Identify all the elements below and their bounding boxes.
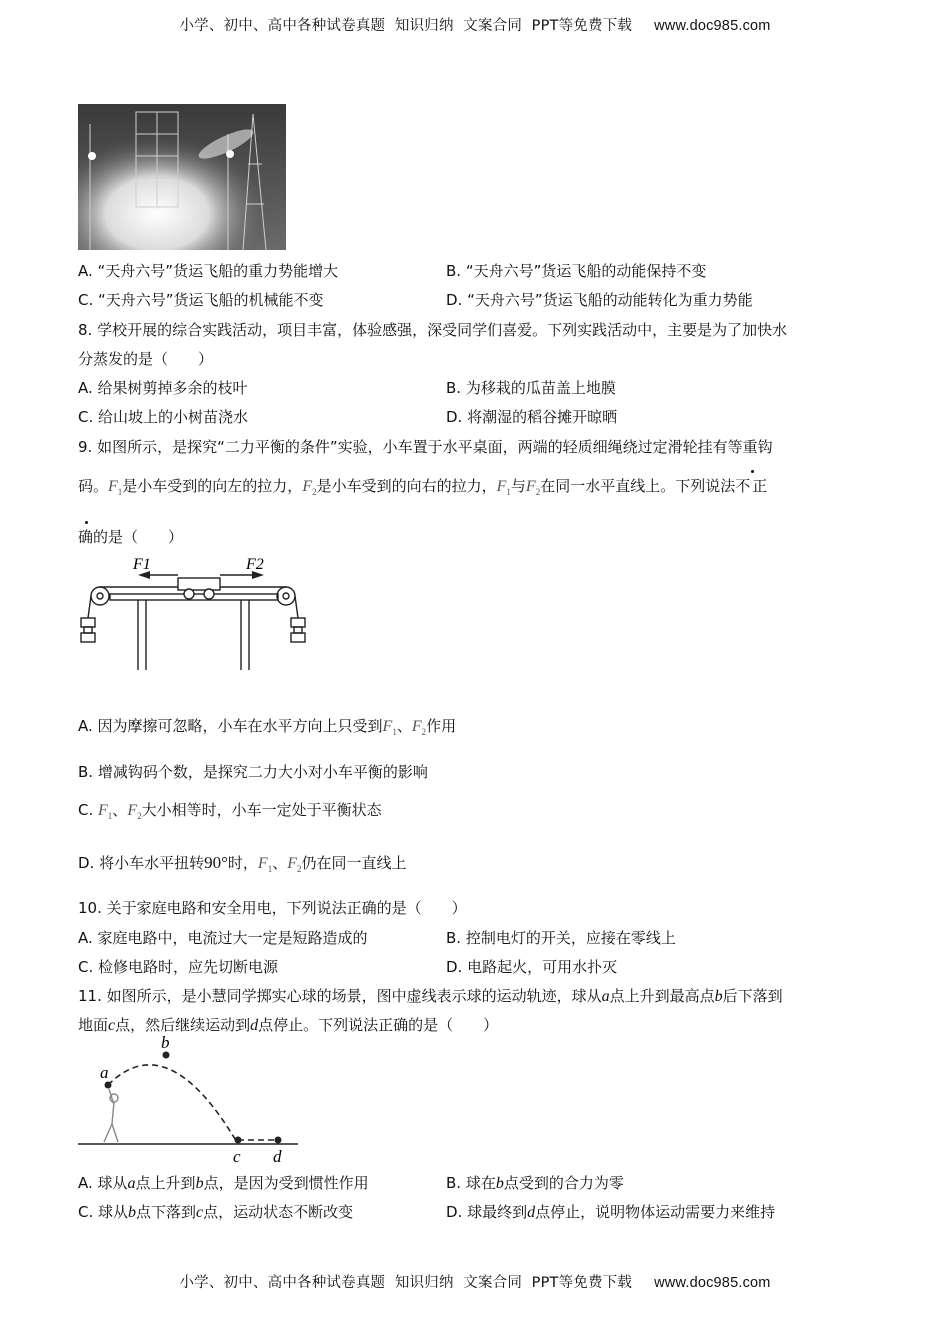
q10-option-a[interactable]: A. 家庭电路中，电流过大一定是短路造成的 <box>78 929 368 947</box>
f1-label: F1 <box>133 556 151 573</box>
q9-option-c-text: 、 <box>112 801 128 819</box>
q9-f2-symbol: $F_2$ <box>302 478 317 498</box>
point-b-symbol: b <box>128 1204 137 1221</box>
q11-option-b[interactable] <box>446 1173 624 1194</box>
q11-option-text: 点下落到 <box>136 1203 197 1221</box>
point-c-symbol: c <box>196 1204 204 1221</box>
q11-option-text: 点上升到 <box>135 1174 196 1192</box>
label-c: c <box>233 1147 241 1166</box>
q9-option-a-text: A. 因为摩擦可忽略，小车在水平方向上只受到 <box>78 717 383 735</box>
point-b-symbol: b <box>195 1175 204 1192</box>
q9-option-a-text: 作用 <box>426 717 457 735</box>
q10-option-c[interactable]: C. 检修电路时，应先切断电源 <box>78 958 279 976</box>
q9-text: 是小车受到的向右的拉力， <box>316 477 497 495</box>
q11-option-text: 点，运动状态不断改变 <box>203 1203 354 1221</box>
q11-text: 地面 <box>78 1016 109 1034</box>
point-b-symbol: b <box>495 1175 504 1192</box>
q7-option-d[interactable]: D. “天舟六号”货运飞船的动能转化为重力势能 <box>446 291 753 309</box>
q10-option-d[interactable]: D. 电路起火，可用水扑灭 <box>446 958 618 976</box>
q11-option-a[interactable] <box>78 1173 369 1194</box>
ball-point-d <box>275 1137 282 1144</box>
q9-option-b[interactable]: B. 增减钩码个数，是探究二力大小对小车平衡的影响 <box>78 763 428 781</box>
page-footer <box>0 1271 950 1292</box>
q11-stem-line1 <box>78 986 783 1007</box>
rocket-launch-photo <box>78 104 286 250</box>
q9-f1-symbol: $F_1$ <box>496 478 511 498</box>
q8-option-d[interactable]: D. 将潮湿的稻谷摊开晾晒 <box>446 408 618 426</box>
q11-option-text: B. 球在 <box>446 1174 496 1192</box>
q11-option-text: C. 球从 <box>78 1203 129 1221</box>
footer-site-link[interactable]: www.doc985.com <box>654 1275 771 1291</box>
q9-option-a-text: 、 <box>396 717 412 735</box>
q7-option-c[interactable]: C. “天舟六号”货运飞船的机械能不变 <box>78 291 324 309</box>
q11-text: 点，然后继续运动到 <box>115 1016 251 1034</box>
ball-point-c <box>235 1137 242 1144</box>
point-a-symbol: a <box>601 988 610 1005</box>
ball-point-a <box>105 1082 112 1089</box>
header-text: 小学、初中、高中各种试卷真题 知识归纳 文案合同 PPT等免费下载 <box>179 18 633 34</box>
q9-option-d-text: 时， <box>227 854 258 872</box>
q9-emphasis-text: 确 <box>78 528 94 546</box>
point-c-symbol: c <box>108 1017 116 1034</box>
header-site-link[interactable]: www.doc985.com <box>654 18 771 34</box>
q9-emphasis-text: 不正 <box>735 477 770 495</box>
q9-option-d-text: 、 <box>272 854 288 872</box>
point-d-symbol: d <box>527 1204 536 1221</box>
q10-stem: 10. 关于家庭电路和安全用电，下列说法正确的是（ ） <box>78 899 467 917</box>
q9-two-force-balance-diagram <box>78 556 308 676</box>
q8-option-c[interactable]: C. 给山坡上的小树苗浇水 <box>78 408 249 426</box>
point-a-symbol: a <box>127 1175 136 1192</box>
q11-ball-trajectory-diagram <box>78 1033 303 1166</box>
q9-text: 是小车受到的向左的拉力， <box>122 477 303 495</box>
q9-f2-symbol: $F_2$ <box>287 855 302 875</box>
q8-stem-line2: 分蒸发的是（ ） <box>78 350 214 368</box>
label-a: a <box>100 1063 109 1082</box>
q9-text: 码。 <box>78 477 109 495</box>
q11-option-text: 点受到的合力为零 <box>503 1174 624 1192</box>
q8-option-b[interactable]: B. 为移栽的瓜苗盖上地膜 <box>446 379 616 397</box>
thrower-figure <box>104 1089 118 1142</box>
f2-label: F2 <box>246 556 264 573</box>
q9-f2-symbol: $F_2$ <box>127 802 142 822</box>
footer-text: 小学、初中、高中各种试卷真题 知识归纳 文案合同 PPT等免费下载 <box>179 1275 633 1291</box>
point-b-symbol: b <box>714 988 723 1005</box>
q8-stem-line1: 8. 学校开展的综合实践活动，项目丰富，体验感强，深受同学们喜爱。下列实践活动中，主要是为了加快水 <box>78 321 788 339</box>
q9-stem-line1: 9. 如图所示，是探究“二力平衡的条件”实验，小车置于水平桌面，两端的轻质细绳绕过定滑轮挂有等重钩 <box>78 438 773 456</box>
q9-text: 在同一水平直线上。下列说法 <box>540 477 736 495</box>
q11-text: 点停止。下列说法正确的是（ ） <box>258 1016 499 1034</box>
q9-option-c[interactable] <box>78 800 382 826</box>
q11-option-text: A. 球从 <box>78 1174 128 1192</box>
q9-option-d[interactable] <box>78 853 407 879</box>
q11-option-text: D. 球最终到 <box>446 1203 528 1221</box>
q9-f1-symbol: $F_1$ <box>382 718 397 738</box>
q9-option-d-text: 仍在同一直线上 <box>301 854 407 872</box>
q11-stem-line2 <box>78 1015 498 1036</box>
q10-option-b[interactable]: B. 控制电灯的开关，应接在零线上 <box>446 929 676 947</box>
q11-option-text: 点停止，说明物体运动需要力来维持 <box>535 1203 776 1221</box>
ball-point-b <box>163 1052 170 1059</box>
q9-text: 的是（ ） <box>93 528 184 546</box>
q9-f2-symbol: $F_2$ <box>525 478 541 498</box>
q9-option-a[interactable] <box>78 716 456 742</box>
point-d-symbol: d <box>250 1017 259 1034</box>
q9-f1-symbol: $F_1$ <box>257 855 273 875</box>
q9-f1-symbol: $F_1$ <box>98 802 113 822</box>
q9-option-c-text: C. <box>78 801 99 819</box>
label-b: b <box>161 1033 170 1052</box>
q9-option-d-text: D. 将小车水平扭转 <box>78 854 205 872</box>
q11-text: 后下落到 <box>722 987 783 1005</box>
q11-option-text: 点，是因为受到惯性作用 <box>203 1174 369 1192</box>
q9-f1-symbol: $F_1$ <box>108 478 123 498</box>
q7-option-a[interactable]: A. “天舟六号”货运飞船的重力势能增大 <box>78 262 339 280</box>
q11-option-c[interactable] <box>78 1202 353 1223</box>
q11-text: 点上升到最高点 <box>609 987 715 1005</box>
q9-stem-line2 <box>78 476 769 502</box>
q9-degree-value: 90° <box>204 853 228 872</box>
q9-option-c-text: 大小相等时，小车一定处于平衡状态 <box>141 801 382 819</box>
q9-f2-symbol: $F_2$ <box>411 718 427 738</box>
label-d: d <box>273 1147 282 1166</box>
q7-option-b[interactable]: B. “天舟六号”货运飞船的动能保持不变 <box>446 262 707 280</box>
q9-stem-line3 <box>78 527 183 547</box>
page-header <box>0 14 950 35</box>
q9-text: 与 <box>510 477 526 495</box>
q8-option-a[interactable]: A. 给果树剪掉多余的枝叶 <box>78 379 248 397</box>
q11-text: 11. 如图所示，是小慧同学掷实心球的场景，图中虚线表示球的运动轨迹，球从 <box>78 987 602 1005</box>
q11-option-d[interactable] <box>446 1202 775 1223</box>
